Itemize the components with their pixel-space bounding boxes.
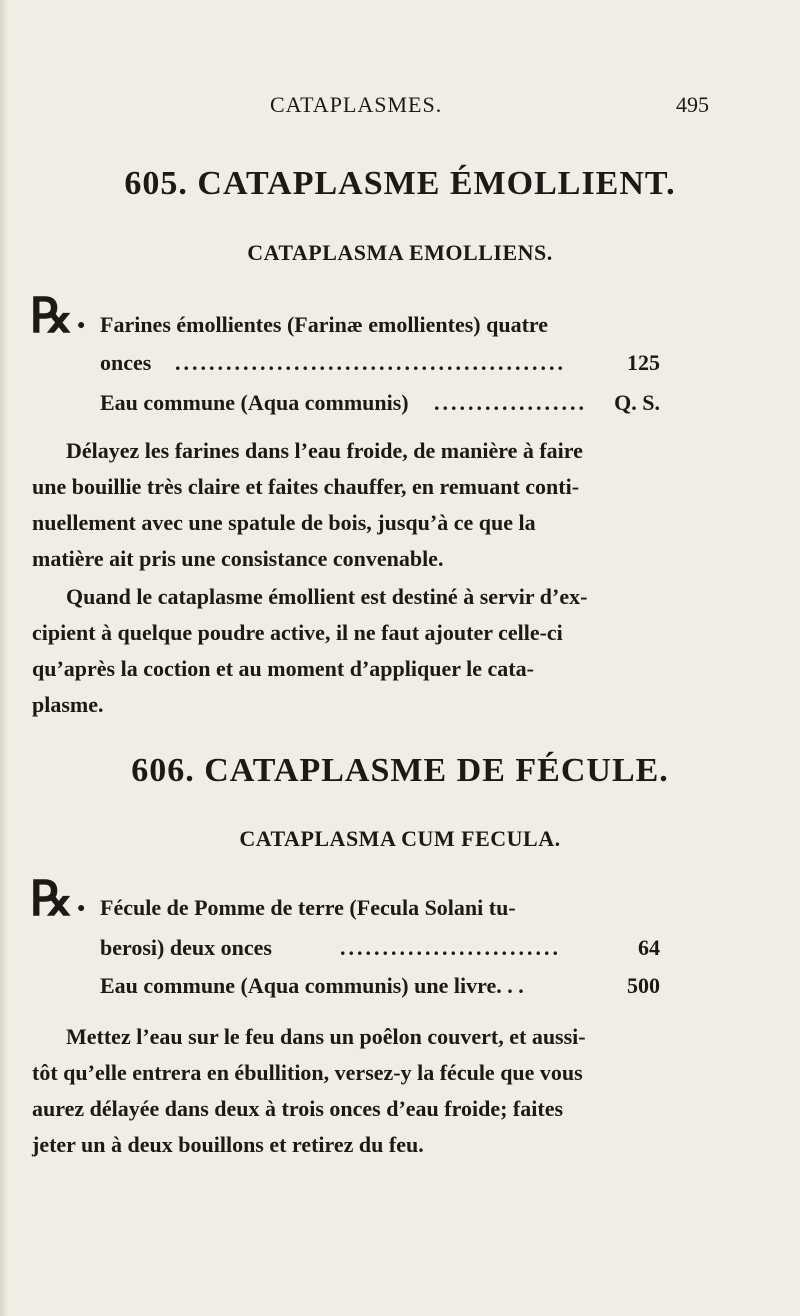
- running-head: [0, 92, 800, 122]
- paragraph-line: Quand le cataplasme émollient est destiné à servir d’ex-: [66, 584, 588, 609]
- running-title: CATAPLASMES.: [270, 92, 443, 117]
- ingredient-quantity: 64: [638, 935, 660, 960]
- recipe-mark: ℞: [30, 290, 74, 343]
- paragraph-line: nuellement avec une spatule de bois, jusqu’à ce que la: [32, 510, 536, 535]
- section-606-latin-title: CATAPLASMA CUM FECULA.: [239, 826, 561, 851]
- paragraph-line: Mettez l’eau sur le feu dans un poêlon couvert, et aussi-: [66, 1024, 586, 1049]
- section-606-title: 606. CATAPLASME DE FÉCULE.: [131, 752, 669, 789]
- recipe-mark: ℞: [30, 873, 74, 926]
- ingredient-line: berosi) deux onces: [100, 935, 272, 960]
- dot-leader: ..................: [434, 390, 587, 415]
- paragraph-line: cipient à quelque poudre active, il ne faut ajouter celle-ci: [32, 620, 563, 645]
- ingredient-line: Eau commune (Aqua communis): [100, 390, 409, 415]
- ingredient-quantity: 125: [627, 350, 660, 375]
- paragraph-line: tôt qu’elle entrera en ébullition, versez-y la fécule que vous: [32, 1060, 583, 1085]
- ingredient-line: Farines émollientes (Farinæ emollientes) quatre: [100, 312, 549, 337]
- paragraph-line: une bouillie très claire et faites chauffer, en remuant conti-: [32, 474, 580, 499]
- paragraph-line: Délayez les farines dans l’eau froide, de manière à faire: [66, 438, 583, 463]
- dot-leader: ..............................................: [175, 350, 566, 375]
- ingredient-quantity: Q. S.: [614, 390, 660, 415]
- bullet-icon: ●: [77, 318, 86, 333]
- bullet-icon: ●: [77, 901, 86, 916]
- paragraph-line: aurez délayée dans deux à trois onces d’eau froide; faites: [32, 1096, 564, 1121]
- ingredient-line: onces: [100, 350, 152, 375]
- paragraph-line: qu’après la coction et au moment d’appliquer le cata-: [32, 656, 534, 681]
- dot-leader: ..........................: [340, 935, 561, 960]
- paragraph-line: jeter un à deux bouillons et retirez du feu.: [32, 1132, 424, 1157]
- page-number: 495: [676, 92, 709, 117]
- ingredient-line: Eau commune (Aqua communis) une livre. . .: [100, 973, 524, 998]
- ingredient-line: Fécule de Pomme de terre (Fecula Solani tu-: [100, 895, 516, 920]
- paragraph-line: plasme.: [32, 692, 104, 717]
- ingredient-quantity: 500: [627, 973, 660, 998]
- paragraph-line: matière ait pris une consistance convenable.: [32, 546, 444, 571]
- section-605-latin-title: CATAPLASMA EMOLLIENS.: [247, 240, 553, 265]
- section-605-title: 605. CATAPLASME ÉMOLLIENT.: [124, 165, 676, 202]
